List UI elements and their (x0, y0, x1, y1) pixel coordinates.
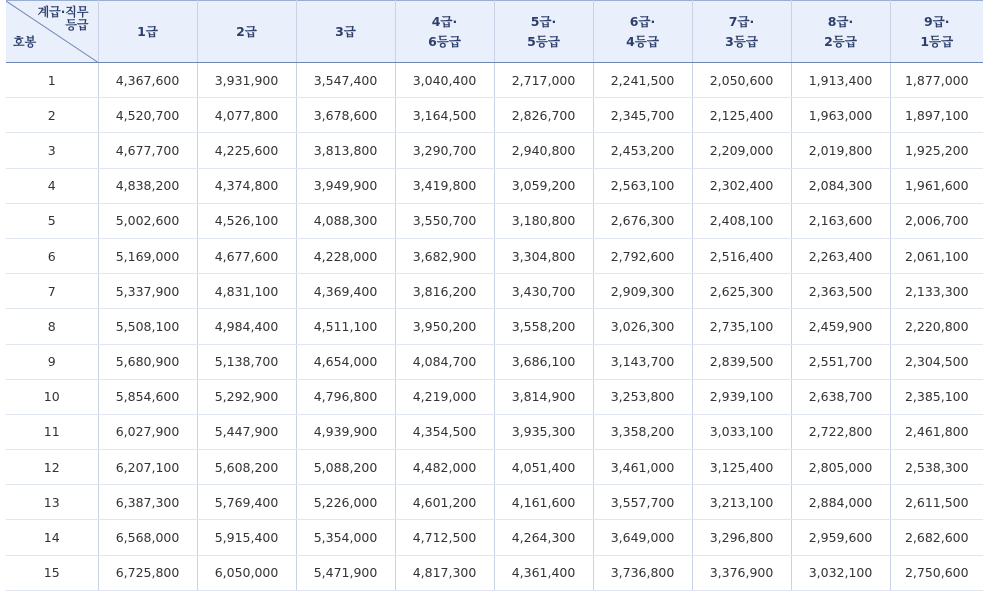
grade-header-line2: 5등급 (495, 32, 593, 52)
salary-cell: 5,088,200 (296, 450, 395, 485)
table-row (6, 555, 983, 590)
salary-cell: 2,220,800 (890, 309, 983, 344)
salary-cell: 2,959,600 (791, 520, 890, 555)
table-row (6, 274, 983, 309)
grade-header-line2: 6등급 (396, 32, 494, 52)
salary-cell: 5,915,400 (197, 520, 296, 555)
salary-cell: 5,508,100 (98, 309, 197, 344)
salary-cell: 2,940,800 (494, 133, 593, 168)
salary-cell: 3,033,100 (692, 414, 791, 449)
salary-cell: 4,677,700 (98, 133, 197, 168)
salary-cell: 3,026,300 (593, 309, 692, 344)
salary-cell: 4,077,800 (197, 98, 296, 133)
corner-grade-line1: 계급·직무 (38, 6, 89, 19)
salary-cell: 2,638,700 (791, 379, 890, 414)
salary-cell: 3,430,700 (494, 274, 593, 309)
salary-cell: 5,447,900 (197, 414, 296, 449)
table-row (6, 485, 983, 520)
corner-header-cell (6, 1, 98, 63)
step-cell: 6 (6, 238, 98, 273)
grade-header-6 (593, 1, 692, 63)
salary-cell: 2,061,100 (890, 238, 983, 273)
salary-cell: 4,511,100 (296, 309, 395, 344)
salary-cell: 2,304,500 (890, 344, 983, 379)
step-cell: 9 (6, 344, 98, 379)
salary-cell: 4,817,300 (395, 555, 494, 590)
salary-cell: 6,050,000 (197, 555, 296, 590)
salary-cell: 3,164,500 (395, 98, 494, 133)
salary-cell: 2,735,100 (692, 309, 791, 344)
salary-cell: 2,209,000 (692, 133, 791, 168)
salary-cell: 4,482,000 (395, 450, 494, 485)
salary-cell: 4,838,200 (98, 168, 197, 203)
salary-cell: 4,796,800 (296, 379, 395, 414)
step-cell: 7 (6, 274, 98, 309)
table-row (6, 168, 983, 203)
grade-header-line2: 1등급 (891, 32, 983, 52)
step-cell: 8 (6, 309, 98, 344)
salary-cell: 5,292,900 (197, 379, 296, 414)
salary-cell: 2,084,300 (791, 168, 890, 203)
salary-cell: 4,161,600 (494, 485, 593, 520)
salary-cell: 2,453,200 (593, 133, 692, 168)
salary-cell: 6,027,900 (98, 414, 197, 449)
salary-cell: 5,337,900 (98, 274, 197, 309)
table-row (6, 379, 983, 414)
salary-cell: 4,264,300 (494, 520, 593, 555)
salary-cell: 5,769,400 (197, 485, 296, 520)
grade-header-7 (692, 1, 791, 63)
step-cell: 5 (6, 203, 98, 238)
table-row (6, 520, 983, 555)
salary-cell: 6,387,300 (98, 485, 197, 520)
salary-cell: 4,228,000 (296, 238, 395, 273)
grade-header-line1: 6급· (594, 12, 692, 32)
table-row (6, 344, 983, 379)
step-cell: 3 (6, 133, 98, 168)
salary-cell: 3,649,000 (593, 520, 692, 555)
grade-header-line1: 7급· (693, 12, 791, 32)
salary-cell: 5,226,000 (296, 485, 395, 520)
table-header (6, 1, 983, 63)
salary-cell: 3,253,800 (593, 379, 692, 414)
salary-cell: 2,133,300 (890, 274, 983, 309)
table-row (6, 98, 983, 133)
table-row (6, 414, 983, 449)
salary-cell: 5,002,600 (98, 203, 197, 238)
salary-cell: 2,050,600 (692, 63, 791, 98)
corner-grade-line2: 등급 (38, 19, 89, 32)
corner-step-label: 호봉 (13, 32, 36, 52)
salary-cell: 3,296,800 (692, 520, 791, 555)
table-row (6, 450, 983, 485)
table-row (6, 203, 983, 238)
salary-cell: 5,138,700 (197, 344, 296, 379)
salary-cell: 3,547,400 (296, 63, 395, 98)
grade-header-line1: 1급 (99, 22, 197, 42)
salary-cell: 2,839,500 (692, 344, 791, 379)
salary-cell: 2,682,600 (890, 520, 983, 555)
grade-header-9 (890, 1, 983, 63)
grade-header-line1: 8급· (792, 12, 890, 32)
salary-cell: 5,854,600 (98, 379, 197, 414)
table-body (6, 63, 983, 591)
table-row (6, 63, 983, 98)
salary-cell: 3,143,700 (593, 344, 692, 379)
salary-cell: 3,059,200 (494, 168, 593, 203)
salary-cell: 3,290,700 (395, 133, 494, 168)
salary-cell: 4,601,200 (395, 485, 494, 520)
salary-cell: 2,826,700 (494, 98, 593, 133)
salary-cell: 2,408,100 (692, 203, 791, 238)
step-cell: 2 (6, 98, 98, 133)
grade-header-line1: 5급· (495, 12, 593, 32)
salary-cell: 3,040,400 (395, 63, 494, 98)
corner-grade-label (38, 6, 89, 32)
salary-cell: 5,354,000 (296, 520, 395, 555)
salary-cell: 4,219,000 (395, 379, 494, 414)
table-row (6, 309, 983, 344)
salary-cell: 4,369,400 (296, 274, 395, 309)
salary-cell: 2,302,400 (692, 168, 791, 203)
salary-cell: 3,032,100 (791, 555, 890, 590)
salary-cell: 3,813,800 (296, 133, 395, 168)
step-cell: 13 (6, 485, 98, 520)
grade-header-2 (197, 1, 296, 63)
salary-cell: 5,169,000 (98, 238, 197, 273)
salary-cell: 4,831,100 (197, 274, 296, 309)
grade-header-line2: 3등급 (693, 32, 791, 52)
grade-header-1 (98, 1, 197, 63)
salary-cell: 2,750,600 (890, 555, 983, 590)
salary-cell: 3,125,400 (692, 450, 791, 485)
salary-cell: 4,677,600 (197, 238, 296, 273)
salary-cell: 4,367,600 (98, 63, 197, 98)
grade-header-line2: 2등급 (792, 32, 890, 52)
salary-cell: 2,722,800 (791, 414, 890, 449)
salary-cell: 2,019,800 (791, 133, 890, 168)
salary-cell: 3,180,800 (494, 203, 593, 238)
salary-cell: 2,625,300 (692, 274, 791, 309)
salary-cell: 2,363,500 (791, 274, 890, 309)
salary-cell: 3,550,700 (395, 203, 494, 238)
grade-header-5 (494, 1, 593, 63)
salary-cell: 4,051,400 (494, 450, 593, 485)
salary-cell: 2,717,000 (494, 63, 593, 98)
grade-header-8 (791, 1, 890, 63)
salary-cell: 1,897,100 (890, 98, 983, 133)
step-cell: 1 (6, 63, 98, 98)
salary-cell: 2,909,300 (593, 274, 692, 309)
salary-cell: 2,263,400 (791, 238, 890, 273)
salary-table (6, 0, 983, 591)
salary-cell: 3,358,200 (593, 414, 692, 449)
salary-cell: 4,520,700 (98, 98, 197, 133)
salary-cell: 3,736,800 (593, 555, 692, 590)
salary-cell: 2,125,400 (692, 98, 791, 133)
table-row (6, 133, 983, 168)
salary-cell: 2,551,700 (791, 344, 890, 379)
salary-cell: 2,538,300 (890, 450, 983, 485)
salary-cell: 4,712,500 (395, 520, 494, 555)
step-cell: 12 (6, 450, 98, 485)
salary-cell: 2,241,500 (593, 63, 692, 98)
salary-cell: 3,931,900 (197, 63, 296, 98)
salary-cell: 4,361,400 (494, 555, 593, 590)
grade-header-line1: 2급 (198, 22, 296, 42)
header-row (6, 1, 983, 63)
salary-cell: 4,939,900 (296, 414, 395, 449)
salary-cell: 1,963,000 (791, 98, 890, 133)
salary-cell: 3,461,000 (593, 450, 692, 485)
salary-cell: 3,935,300 (494, 414, 593, 449)
salary-cell: 5,471,900 (296, 555, 395, 590)
salary-cell: 1,961,600 (890, 168, 983, 203)
salary-cell: 3,682,900 (395, 238, 494, 273)
salary-cell: 3,376,900 (692, 555, 791, 590)
salary-cell: 2,884,000 (791, 485, 890, 520)
salary-cell: 2,792,600 (593, 238, 692, 273)
salary-cell: 2,459,900 (791, 309, 890, 344)
salary-cell: 2,563,100 (593, 168, 692, 203)
salary-cell: 2,006,700 (890, 203, 983, 238)
salary-cell: 1,913,400 (791, 63, 890, 98)
salary-cell: 6,207,100 (98, 450, 197, 485)
grade-header-line1: 9급· (891, 12, 983, 32)
salary-cell: 2,805,000 (791, 450, 890, 485)
step-cell: 14 (6, 520, 98, 555)
grade-header-line2: 4등급 (594, 32, 692, 52)
salary-cell: 2,676,300 (593, 203, 692, 238)
salary-cell: 3,304,800 (494, 238, 593, 273)
salary-cell: 3,213,100 (692, 485, 791, 520)
salary-cell: 3,949,900 (296, 168, 395, 203)
salary-cell: 1,925,200 (890, 133, 983, 168)
salary-cell: 4,374,800 (197, 168, 296, 203)
salary-cell: 6,725,800 (98, 555, 197, 590)
salary-cell: 3,558,200 (494, 309, 593, 344)
salary-cell: 6,568,000 (98, 520, 197, 555)
salary-cell: 2,385,100 (890, 379, 983, 414)
salary-cell: 4,354,500 (395, 414, 494, 449)
salary-cell: 4,088,300 (296, 203, 395, 238)
salary-cell: 2,939,100 (692, 379, 791, 414)
grade-header-line1: 4급· (396, 12, 494, 32)
salary-cell: 3,814,900 (494, 379, 593, 414)
salary-cell: 4,526,100 (197, 203, 296, 238)
salary-cell: 1,877,000 (890, 63, 983, 98)
salary-cell: 3,950,200 (395, 309, 494, 344)
grade-header-3 (296, 1, 395, 63)
grade-header-4 (395, 1, 494, 63)
step-cell: 4 (6, 168, 98, 203)
salary-cell: 4,654,000 (296, 344, 395, 379)
table-row (6, 238, 983, 273)
grade-header-line1: 3급 (297, 22, 395, 42)
salary-cell: 3,686,100 (494, 344, 593, 379)
salary-cell: 5,680,900 (98, 344, 197, 379)
salary-cell: 2,345,700 (593, 98, 692, 133)
step-cell: 10 (6, 379, 98, 414)
salary-cell: 3,678,600 (296, 98, 395, 133)
salary-cell: 2,516,400 (692, 238, 791, 273)
salary-cell: 2,163,600 (791, 203, 890, 238)
salary-cell: 3,816,200 (395, 274, 494, 309)
salary-cell: 3,419,800 (395, 168, 494, 203)
salary-cell: 4,984,400 (197, 309, 296, 344)
step-cell: 11 (6, 414, 98, 449)
salary-cell: 3,557,700 (593, 485, 692, 520)
salary-cell: 4,084,700 (395, 344, 494, 379)
salary-cell: 5,608,200 (197, 450, 296, 485)
salary-cell: 4,225,600 (197, 133, 296, 168)
step-cell: 15 (6, 555, 98, 590)
salary-cell: 2,611,500 (890, 485, 983, 520)
salary-cell: 2,461,800 (890, 414, 983, 449)
